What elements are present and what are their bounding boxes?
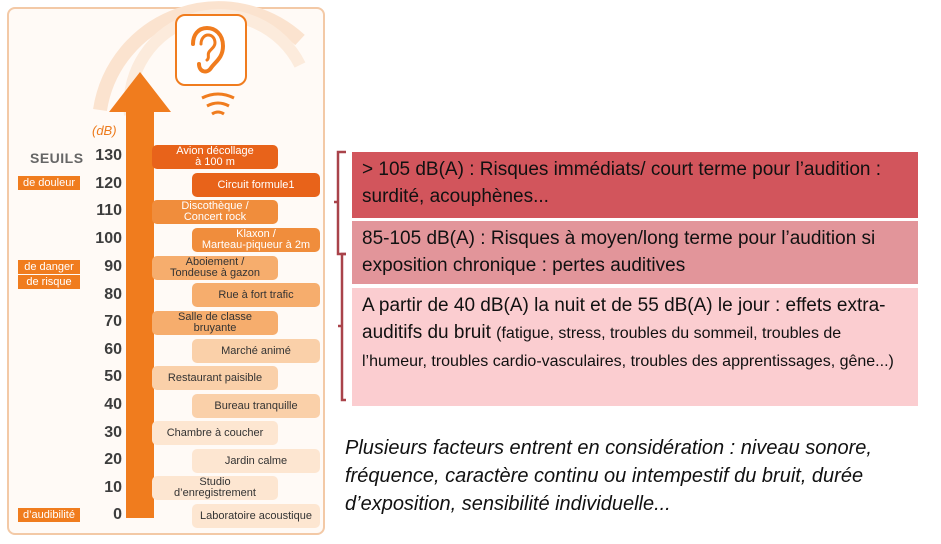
noise-source-label: Avion décollage à 100 m [152,145,278,169]
db-value: 110 [96,202,122,219]
noise-source-label: Rue à fort trafic [192,283,320,307]
noise-source-label: Discothèque / Concert rock [152,200,278,224]
noise-source-label: Laboratoire acoustique [192,504,320,528]
noise-source-label: Restaurant paisible [152,366,278,390]
db-value: 80 [104,286,122,303]
scale-unit: (dB) [92,123,117,138]
db-value: 70 [104,313,122,330]
threshold-danger-badge: de danger [18,260,80,274]
sound-waves-icon [198,92,238,120]
db-value: 40 [104,396,122,413]
db-value: 90 [104,258,122,275]
threshold-audibility-badge: d’audibilité [18,508,80,522]
risk-immediate-box [352,152,918,218]
range-brackets [334,150,350,406]
db-value: 50 [104,368,122,385]
noise-source-label: Marché animé [192,339,320,363]
db-value: 120 [95,175,122,192]
risk-medium-box [352,221,918,284]
noise-source-label: Klaxon / Marteau-piqueur à 2m [192,228,320,252]
noise-source-label: Bureau tranquille [192,394,320,418]
db-value: 20 [104,451,122,468]
noise-source-label: Studio d’enregistrement [152,476,278,500]
db-value: 0 [113,506,122,523]
noise-source-label: Jardin calme [192,449,320,473]
threshold-risk-badge: de risque [18,275,80,289]
risk-extra-detail-text: (fatigue, stress, troubles du sommeil, troubles de l’humeur, troubles cardio-vasculaires, troubles des apprentissages, gêne...) [362,325,894,370]
threshold-pain-badge: de douleur [18,176,80,190]
ear-icon [175,14,247,86]
noise-source-label: Aboiement / Tondeuse à gazon [152,256,278,280]
conclusion-text: Plusieurs facteurs entrent en considération : niveau sonore, fréquence, caractère continu ou intempestif du bruit, durée d’exposition, sensibilité individuelle... [345,437,872,515]
db-value: 30 [104,424,122,441]
risk-medium-text: 85-105 dB(A) : Risques à moyen/long terme pour l’audition si exposition chronique : pertes auditives [362,228,876,276]
db-value: 60 [104,341,122,358]
thresholds-title: SEUILS [30,150,84,166]
db-value: 100 [95,230,122,247]
db-value: 10 [104,479,122,496]
noise-source-label: Circuit formule1 [192,173,320,197]
risk-extra-auditory-box [352,288,918,406]
db-value: 130 [95,147,122,164]
risk-immediate-text: > 105 dB(A) : Risques immédiats/ court terme pour l’audition : surdité, acouphènes... [362,159,882,207]
risk-extra-main-text: A partir de 40 dB(A) la nuit et de 55 dB(A) le jour : effets extra-auditifs du bruit [362,295,886,343]
noise-source-label: Salle de classe bruyante [152,311,278,335]
noise-source-label: Chambre à coucher [152,421,278,445]
